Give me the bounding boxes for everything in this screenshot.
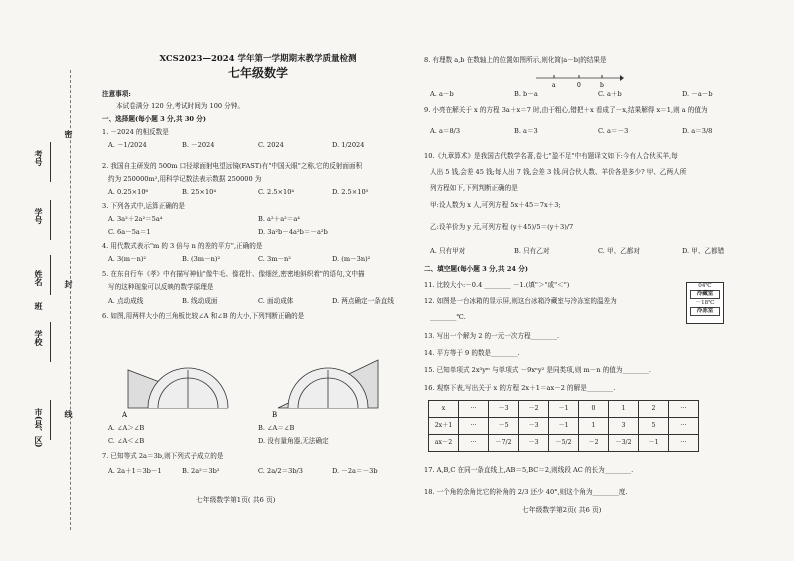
- axis-label-zero: 0: [577, 82, 581, 89]
- q1-stem: 1. －2024 的相反数是: [102, 128, 169, 136]
- q2-option-c: C. 2.5×10⁴: [258, 188, 295, 196]
- q1-option-c: C. 2024: [258, 141, 284, 149]
- q5-option-b: B. 线动成面: [182, 297, 218, 305]
- table-cell: －1: [639, 435, 669, 452]
- protractor-left: [128, 368, 228, 408]
- q10-yi: 乙:设羊价为 y 元,可列方程 (y＋45)/5＝(y＋3)/7: [430, 223, 574, 231]
- binding-label-city: 市(县、区): [34, 408, 44, 448]
- notice-text: 本试卷满分 120 分,考试时间为 100 分钟。: [116, 102, 244, 110]
- table-cell: x: [429, 401, 459, 418]
- q10-stem-2: 人出 5 钱,会差 45 钱;每人出 7 钱,会差 3 钱.问合伙人数、羊价各是多少? 甲、乙两人所: [430, 168, 687, 176]
- table-row-x: [429, 401, 699, 418]
- table-cell: －7/2: [489, 435, 519, 452]
- q16-table: [428, 400, 699, 452]
- notice-heading: 注意事项:: [102, 90, 131, 98]
- binding-label-exam-number: 考号: [34, 150, 44, 166]
- q2-stem-1: 2. 我国自主研发的 500m 口径球面射电望远镜(FAST)有"中国天眼"之称,它的反射面面积: [102, 162, 363, 170]
- q4-option-b: B. (3m－n)²: [182, 255, 221, 263]
- binding-blank-2: [50, 200, 51, 240]
- table-cell: －2: [579, 435, 609, 452]
- table-row-ax-minus-2: [429, 435, 699, 452]
- binding-label-class: 班: [34, 302, 44, 310]
- q10-stem-3: 列方程如下,下列判断正确的是: [430, 184, 518, 192]
- q10-option-a: A. 只有甲对: [430, 247, 466, 255]
- q16: 16. 观察下表,写出关于 x 的方程 2x＋1＝ax－2 的解是________.: [424, 384, 616, 392]
- q1-option-b: B. －2024: [182, 141, 215, 149]
- q15: 15. 已知单项式 2x³yᵐ 与单项式 －9xⁿy² 是同类项,则 m－n 的值为________.: [424, 366, 651, 374]
- q10-option-b: B. 只有乙对: [514, 247, 550, 255]
- q3-option-c: C. 6a－5a＝1: [108, 228, 151, 236]
- q4-stem: 4. 用代数式表示"m 的 3 倍与 n 的差的平方",正确的是: [102, 242, 263, 250]
- binding-blank-3: [50, 255, 51, 295]
- q6-option-c: C. ∠A＜∠B: [108, 437, 145, 445]
- axis-label-b: b: [600, 82, 604, 89]
- q1-option-a: A. －1/2024: [108, 141, 147, 149]
- footer-page-1: 七年级数学第1页( 共6 页): [196, 496, 276, 504]
- table-cell: 2: [639, 401, 669, 418]
- table-cell: －5: [489, 418, 519, 435]
- q6-option-d: D. 没有量角器,无法确定: [258, 437, 329, 445]
- q5-option-c: C. 面动成体: [258, 297, 294, 305]
- axis-label-a: a: [552, 82, 556, 89]
- q6-option-a: A. ∠A＞∠B: [108, 424, 145, 432]
- binding-blank-1: [50, 142, 51, 182]
- q3-option-a: A. 3a²＋2a²＝5a⁴: [108, 215, 163, 223]
- q4-option-d: D. (m－3n)²: [332, 255, 371, 263]
- binding-blank-4: [50, 322, 51, 362]
- q8-stem: 8. 有理数 a,b 在数轴上的位置如图所示,则化简|a－b|的结果是: [424, 56, 607, 64]
- q10-jia: 甲:设人数为 x 人,可列方程 5x＋45＝7x＋3;: [430, 201, 561, 209]
- q7-option-c: C. 2a/2＝3b/3: [258, 467, 303, 475]
- q9-option-d: D. a＝3/8: [682, 127, 713, 135]
- q5-option-d: D. 两点确定一条直线: [332, 297, 394, 305]
- q3-option-d: D. 3a²b－4a²b＝－a²b: [258, 228, 328, 236]
- binding-label-student-id: 学号: [34, 208, 44, 224]
- section-2-heading: 二、填空题(每小题 3 分,共 24 分): [424, 265, 529, 273]
- q3-option-b: B. a²＋a²＝a⁴: [258, 215, 300, 223]
- exam-title: XCS2023—2024 学年第一学期期末教学质量检测: [159, 54, 357, 64]
- table-cell: 2x＋1: [429, 418, 459, 435]
- q11: 11. 比较大小:－0.4 ________ －1.(填"＞"或"＜"): [424, 281, 570, 289]
- q8-option-d: D. －a－b: [682, 90, 713, 98]
- table-cell: ···: [669, 401, 699, 418]
- exam-subtitle: 七年级数学: [227, 66, 288, 80]
- table-cell: －3: [519, 418, 549, 435]
- q9-option-b: B. a＝3: [514, 127, 538, 135]
- q1-option-d: D. 1/2024: [332, 141, 365, 149]
- fridge-label-freeze: 冷冻室: [690, 307, 720, 315]
- table-cell: ···: [459, 418, 489, 435]
- table-cell: ···: [459, 435, 489, 452]
- q10-stem-1: 10.《九章算术》是我国古代数学名著,卷七"盈不足"中有题译文如下:今有人合伙买羊,每: [424, 152, 678, 160]
- binding-margin: [28, 30, 88, 530]
- q12-line-1: 12. 如图是一台冰箱的显示屏,则这台冰箱冷藏室与冷冻室的温差为: [424, 297, 617, 305]
- binding-blank-5: [50, 400, 51, 440]
- seal-char-xian: 线: [64, 410, 74, 418]
- table-cell: 3: [609, 418, 639, 435]
- table-cell: ax－2: [429, 435, 459, 452]
- q7-option-d: D. －2a＝－3b: [332, 467, 378, 475]
- fridge-display: [686, 282, 724, 324]
- q2-option-b: B. 25×10⁴: [182, 188, 216, 196]
- table-cell: ···: [669, 435, 699, 452]
- q7-stem: 7. 已知等式 2a＝3b,则下列式子成立的是: [102, 452, 224, 460]
- table-cell: －3/2: [609, 435, 639, 452]
- table-cell: ···: [669, 418, 699, 435]
- table-cell: 5: [639, 418, 669, 435]
- protractor-figure: [118, 350, 398, 420]
- q7-option-a: A. 2a＋1＝3b－1: [108, 467, 162, 475]
- section-1-heading: 一、选择题(每小题 3 分,共 30 分): [102, 115, 207, 123]
- q5-stem-2: 写的这种现象可以反映的数学原理是: [108, 283, 214, 291]
- table-cell: －3: [489, 401, 519, 418]
- page-left: [98, 0, 416, 561]
- q10-option-d: D. 甲、乙都错: [682, 247, 725, 255]
- q17: 17. A,B,C 在同一条直线上,AB＝5,BC＝2,则线段 AC 的长为________.: [424, 466, 634, 474]
- q12-line-2: ________℃.: [430, 313, 466, 321]
- q8-option-c: C. a＋b: [598, 90, 622, 98]
- angle-a-label: A: [122, 411, 128, 419]
- q2-option-a: A. 0.25×10⁶: [108, 188, 149, 196]
- table-cell: －5/2: [549, 435, 579, 452]
- protractor-right: [278, 360, 378, 408]
- footer-page-2: 七年级数学第2页( 共6 页): [522, 506, 602, 514]
- table-cell: ···: [459, 401, 489, 418]
- seal-char-feng: 封: [64, 280, 74, 288]
- page-right: [424, 0, 784, 561]
- table-cell: 1: [609, 401, 639, 418]
- q5-stem-1: 5. 在东自行车《孝》中有描写神仙"像牛毛、像花针、像细丝,密密地斜织着"的语句,文中描: [102, 270, 365, 278]
- table-cell: 1: [579, 418, 609, 435]
- q4-option-c: C. 3m－n²: [258, 255, 291, 263]
- q6-stem: 6. 如图,用两样大小的三角板比较∠A 和∠B 的大小,下列判断正确的是: [102, 312, 305, 320]
- binding-label-school: 学校: [34, 330, 44, 346]
- q8-option-b: B. b－a: [514, 90, 538, 98]
- table-cell: －1: [549, 418, 579, 435]
- q14: 14. 平方等于 9 的数是________.: [424, 349, 520, 357]
- q9-stem: 9. 小亮在解关于 x 的方程 3a＋x＝7 时,由于粗心,错把＋x 看成了－x,结果解得 x＝1,则 a 的值为: [424, 106, 708, 114]
- q13: 13. 写出一个解为 2 的一元一次方程________.: [424, 332, 560, 340]
- table-cell: －3: [519, 435, 549, 452]
- table-cell: 0: [579, 401, 609, 418]
- q2-stem-2: 约为 250000m²,用科学记数法表示数据 250000 为: [108, 175, 262, 183]
- q9-option-c: C. a＝－3: [598, 127, 629, 135]
- binding-label-name: 姓名: [34, 270, 44, 286]
- q18: 18. 一个角的余角比它的补角的 2/3 还少 40°,则这个角为________度.: [424, 488, 628, 496]
- number-line: [534, 72, 624, 90]
- table-cell: －1: [549, 401, 579, 418]
- q2-option-d: D. 2.5×10⁵: [332, 188, 369, 196]
- q3-stem: 3. 下列各式中,运算正确的是: [102, 202, 186, 210]
- table-cell: －2: [519, 401, 549, 418]
- q4-option-a: A. 3(m－n)²: [108, 255, 147, 263]
- q8-option-a: A. a－b: [430, 90, 454, 98]
- fridge-label-fresh: 冷藏室: [690, 290, 720, 298]
- table-row-2x-plus-1: [429, 418, 699, 435]
- q10-option-c: C. 甲、乙都对: [598, 247, 640, 255]
- q5-option-a: A. 点动成线: [108, 297, 144, 305]
- angle-b-label: B: [272, 411, 278, 419]
- q9-option-a: A. a＝8/3: [430, 127, 461, 135]
- q7-option-b: B. 2a²＝3b²: [182, 467, 220, 475]
- fridge-temp-2: －18℃: [695, 299, 715, 306]
- seal-char-mi: 密: [64, 130, 74, 138]
- seal-line: [70, 70, 71, 530]
- q6-option-b: B. ∠A＝∠B: [258, 424, 295, 432]
- fridge-temp-1: 04℃: [698, 283, 712, 289]
